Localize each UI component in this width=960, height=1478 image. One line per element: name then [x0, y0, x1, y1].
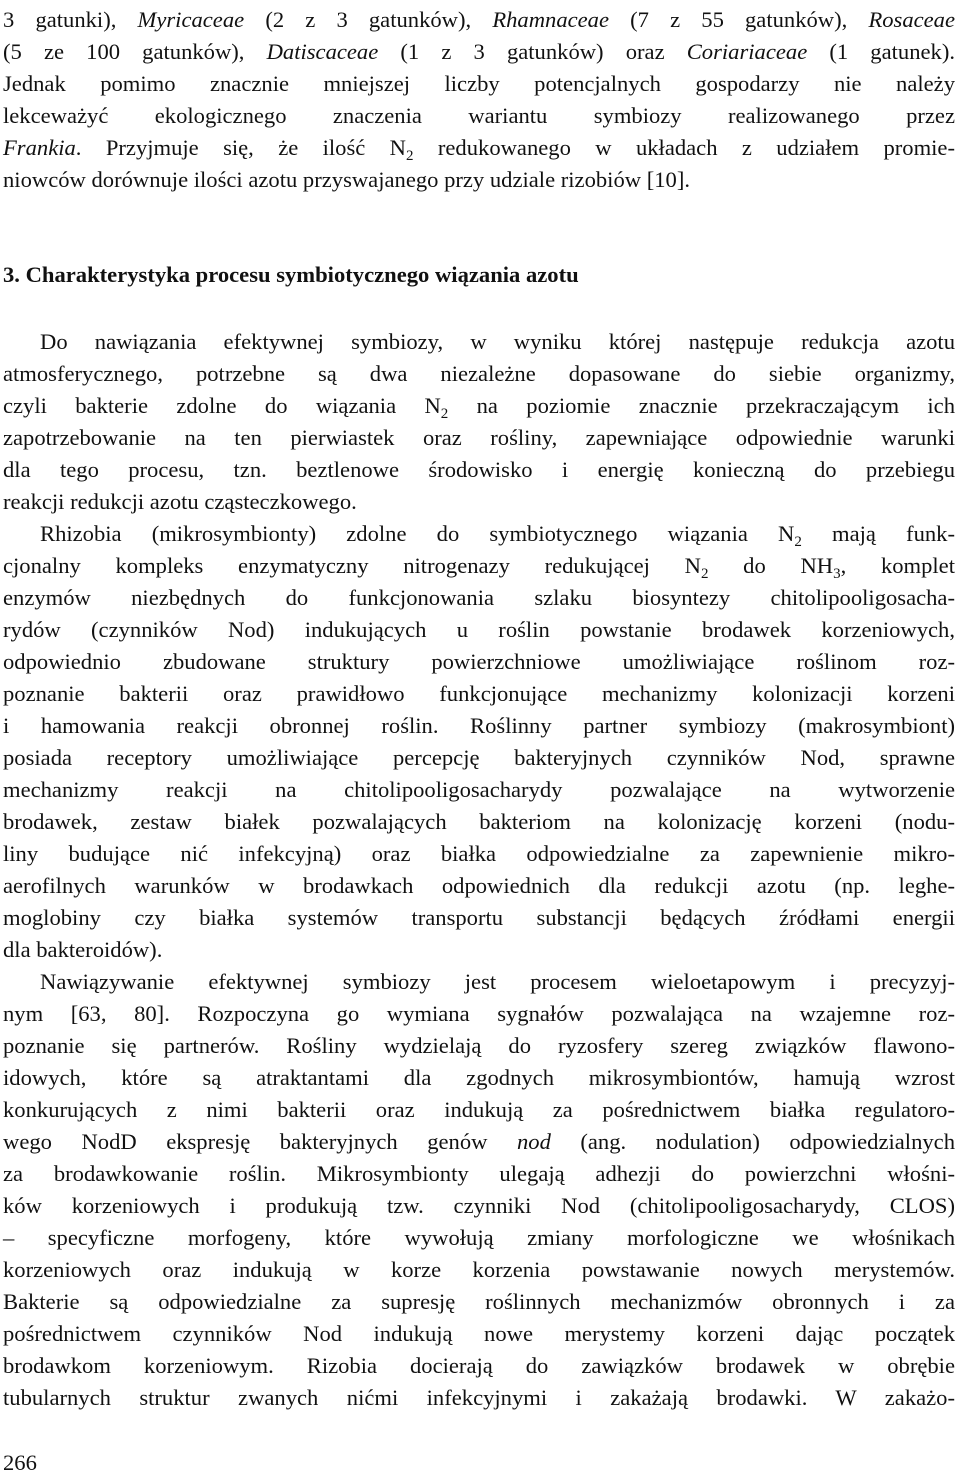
subscript: 2 [794, 534, 802, 550]
taxon-name: Rhamnaceae [492, 7, 609, 32]
text-line: konkurujących z nimi bakterii oraz indukują za pośrednictwem białka regulatoro- [3, 1097, 955, 1122]
text-run: , komplet [840, 553, 955, 578]
text-run: redukowanego w układach z udziałem promie- [413, 135, 955, 160]
text-line: poznanie bakterii oraz prawidłowo funkcjonujące mechanizmy kolonizacji korzeni [3, 681, 955, 706]
text-line: lekceważyć ekologicznego znaczenia wariantu symbiozy realizowanego przez [3, 103, 955, 128]
text-line: mechanizmy reakcji na chitolipooligosacharydy pozwalające na wytworzenie [3, 777, 955, 802]
text-line: Jednak pomimo znacznie mniejszej liczby potencjalnych gospodarzy nie należy [3, 71, 955, 96]
text-line: moglobiny czy białka systemów transportu substancji będących źródłami energii [3, 905, 955, 930]
text-line: liny budujące nić infekcyjną) oraz białka odpowiedzialne za zapewnienie mikro- [3, 841, 955, 866]
text-line: atmosferycznego, potrzebne są dwa niezależne dopasowane do siebie organizmy, [3, 361, 955, 386]
subscript: 3 [833, 566, 841, 582]
text-line: i hamowania reakcji obronnej roślin. Roślinny partner symbiozy (makrosymbiont) [3, 713, 955, 738]
text-line: dla bakteroidów). [3, 937, 163, 962]
subscript: 2 [700, 566, 709, 582]
text-line: zapotrzebowanie na ten pierwiastek oraz rośliny, zapewniające odpowiednie warunki [3, 425, 955, 450]
text-line [3, 549, 955, 583]
text-run: (1 z 3 gatunków) oraz [378, 39, 687, 64]
text-run: czyli bakterie zdolne do wiązania N [3, 393, 441, 418]
text-line: za brodawkowanie roślin. Mikrosymbionty ulegają adhezji do powierzchni włośni- [3, 1161, 955, 1186]
text-line: brodawkom korzeniowym. Rizobia docierają do zawiązków brodawek w obrębie [3, 1353, 955, 1378]
text-run: (2 z 3 gatunków), [244, 7, 493, 32]
text-line: – specyficzne morfogeny, które wywołują zmiany morfologiczne we włośnikach [3, 1225, 955, 1250]
text-run: Rhizobia (mikrosymbionty) zdolne do symbiotycznego wiązania N [40, 521, 795, 546]
text-line: Nawiązywanie efektywnej symbiozy jest procesem wieloetapowym i precyzyj- [40, 969, 955, 994]
text-run: 3 gatunki), [3, 7, 138, 32]
subscript: 2 [440, 406, 449, 422]
text-line: poznanie się partnerów. Rośliny wydzielają do ryzosfery szereg związków flawono- [3, 1033, 955, 1058]
text-line: Do nawiązania efektywnej symbiozy, w wyniku której następuje redukcja azotu [40, 329, 955, 354]
gene-name: nod [516, 1129, 551, 1154]
text-line: idowych, które są atraktantami dla zgodnych mikrosymbiontów, hamują wzrost [3, 1065, 955, 1090]
text-line: reakcji redukcji azotu cząsteczkowego. [3, 489, 357, 514]
text-line: tubularnych struktur zwanych nićmi infekcyjnymi i zakażają brodawki. W zakażo- [3, 1385, 955, 1410]
text-line: enzymów niezbędnych do funkcjonowania szlaku biosyntezy chitolipooligosacha- [3, 585, 955, 610]
text-run: (5 ze 100 gatunków), [3, 39, 267, 64]
taxon-name: Coriariaceae [686, 39, 808, 64]
text-run: mają funk- [801, 521, 955, 546]
text-run: wego NodD ekspresję bakteryjnych genów [3, 1129, 517, 1154]
taxon-name: Frankia [3, 135, 76, 160]
text-line: korzeniowych oraz indukują w korze korzenia powstawanie nowych merystemów. [3, 1257, 955, 1282]
taxon-name: Rosaceae [868, 7, 956, 32]
text-line [40, 517, 955, 551]
text-line: Bakterie są odpowiedzialne za supresję roślinnych mechanizmów obronnych i za [3, 1289, 955, 1314]
text-line: brodawek, zestaw białek pozwalających bakteriom na kolonizację korzeni (nodu- [3, 809, 955, 834]
text-run: . Przyjmuje się, że ilość N [75, 135, 406, 160]
taxon-name: Myricaceae [137, 7, 245, 32]
text-line: niowców dorównuje ilości azotu przyswajanego przy udziale rizobiów [10]. [3, 167, 691, 192]
text-line: pośrednictwem czynników Nod indukują nowe merystemy korzeni dając początek [3, 1321, 955, 1346]
text-line [3, 389, 955, 423]
text-line: dla tego procesu, tzn. beztlenowe środowisko i energię konieczną do przebiegu [3, 457, 955, 482]
text-line: ków korzeniowych i produkują tzw. czynniki Nod (chitolipooligosacharydy, CLOS) [3, 1193, 955, 1218]
text-run: cjonalny kompleks enzymatyczny nitrogenazy redukującej N [3, 553, 701, 578]
text-line [3, 35, 955, 69]
text-run: (ang. nodulation) odpowiedzialnych [550, 1129, 955, 1154]
text-line [3, 131, 955, 165]
text-run: do NH [708, 553, 834, 578]
text-run: (7 z 55 gatunków), [609, 7, 869, 32]
text-line [3, 1125, 955, 1159]
section-heading: 3. Charakterystyka procesu symbiotycznego wiązania azotu [3, 262, 579, 287]
text-line [3, 3, 955, 37]
text-line: nym [63, 80]. Rozpoczyna go wymiana sygnałów pozwalająca na wzajemne roz- [3, 1001, 955, 1026]
text-line: posiada receptory umożliwiające percepcję bakteryjnych czynników Nod, sprawne [3, 745, 955, 770]
taxon-name: Datiscaceae [266, 39, 379, 64]
text-line: rydów (czynników Nod) indukujących u roślin powstanie brodawek korzeniowych, [3, 617, 955, 642]
text-run: na poziomie znacznie przekraczającym ich [448, 393, 955, 418]
text-line: odpowiednio zbudowane struktury powierzchniowe umożliwiające roślinom roz- [3, 649, 955, 674]
subscript: 2 [406, 148, 414, 164]
text-line: aerofilnych warunków w brodawkach odpowiednich dla redukcji azotu (np. leghe- [3, 873, 955, 898]
text-run: (1 gatunek). [807, 39, 956, 64]
page-number: 266 [3, 1450, 37, 1475]
